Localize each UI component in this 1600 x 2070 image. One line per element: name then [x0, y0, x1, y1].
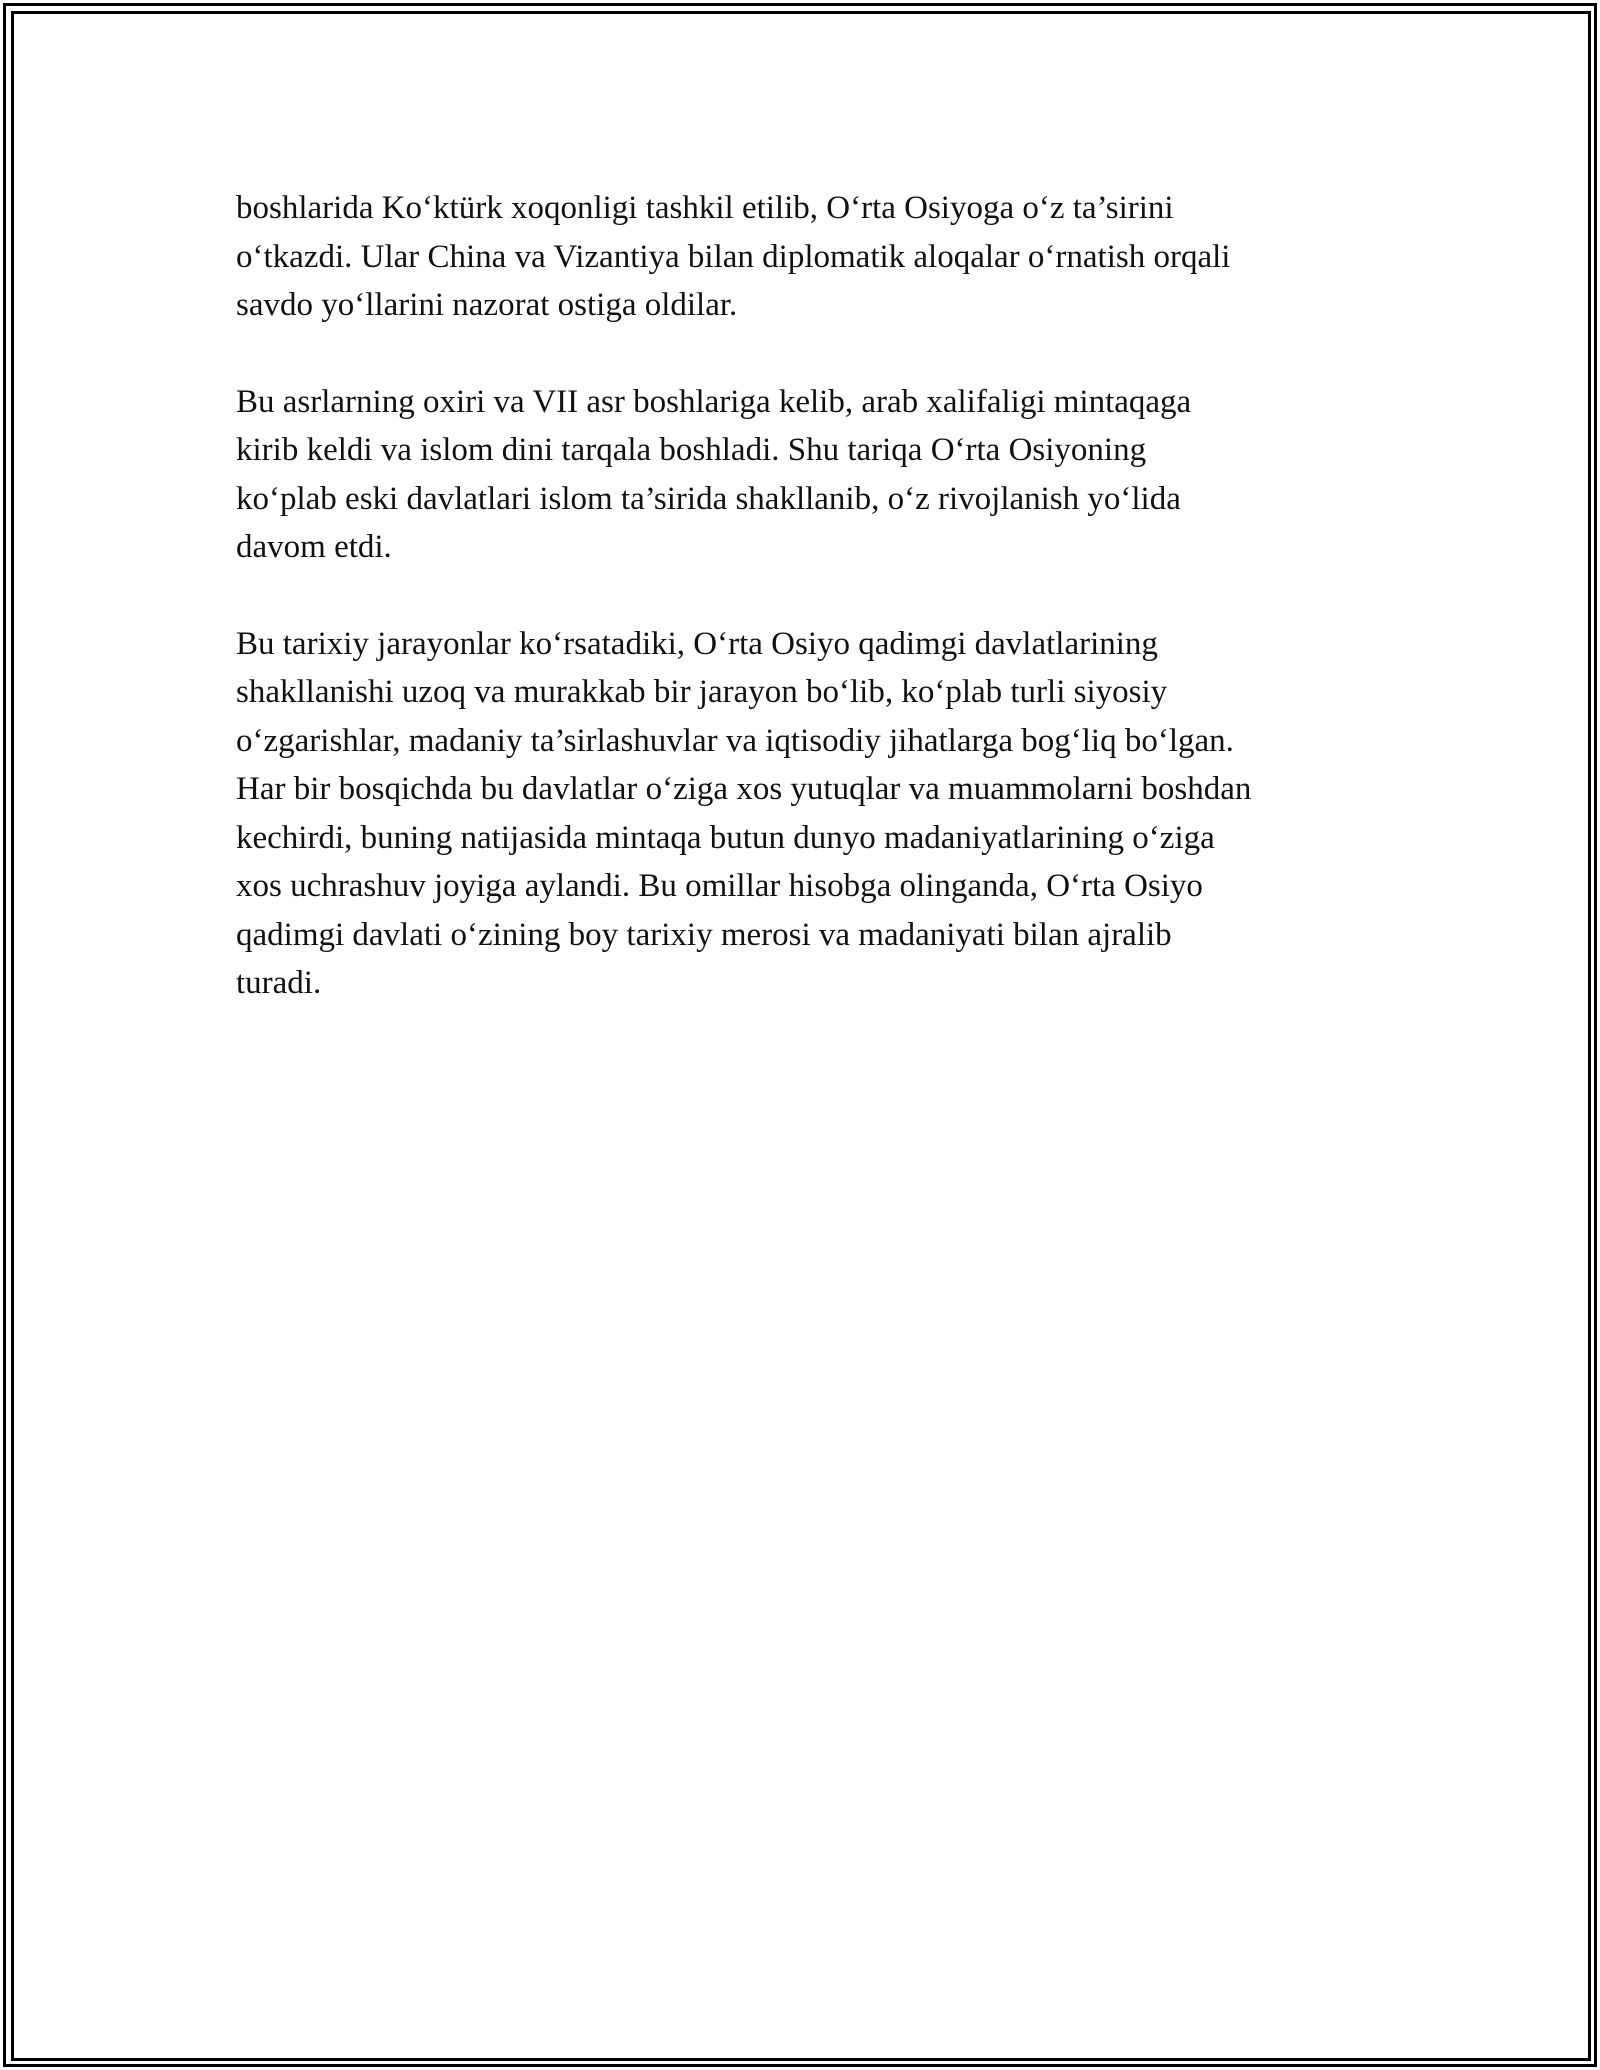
paragraph-2: Bu asrlarning oxiri va VII asr boshlariga kelib, arab xalifaligi mintaqaga kirib keldi va islom dini tarqala boshladi. Shu tariqa O‘rta Osiyoning ko‘plab eski davlatlari islom ta’sirida shakllanib, o‘z rivojlanish yo‘lida davom etdi. — [236, 383, 1192, 565]
paragraph-1: boshlarida Ko‘ktürk xoqonligi tashkil etilib, O‘rta Osiyoga o‘z ta’sirini o‘tkazdi. Ular China va Vizantiya bilan diplomatik aloqalar o‘rnatish orqali savdo yo‘llarini nazorat ostiga oldilar. — [236, 190, 1231, 323]
document-body — [236, 184, 1416, 1056]
paragraph-3: Bu tarixiy jarayonlar ko‘rsatadiki, O‘rta Osiyo qadimgi davlatlarining shakllanishi uzoq va murakkab bir jarayon bo‘lib, ko‘plab turli siyosiy o‘zgarishlar, madaniy ta’sirlashuvlar va iqtisodiy jihatlarga bog‘liq bo‘lgan. Har bir bosqichda bu davlatlar o‘ziga xos yutuqlar va muammolarni boshdan kechirdi, buning natijasida mintaqa butun dunyo madaniyatlarining o‘ziga xos uchrashuv joyiga aylandi. Bu omillar hisobga olinganda, O‘rta Osiyo qadimgi davlati o‘zining boy tarixiy merosi va madaniyati bilan ajralib turadi. — [236, 625, 1252, 1001]
